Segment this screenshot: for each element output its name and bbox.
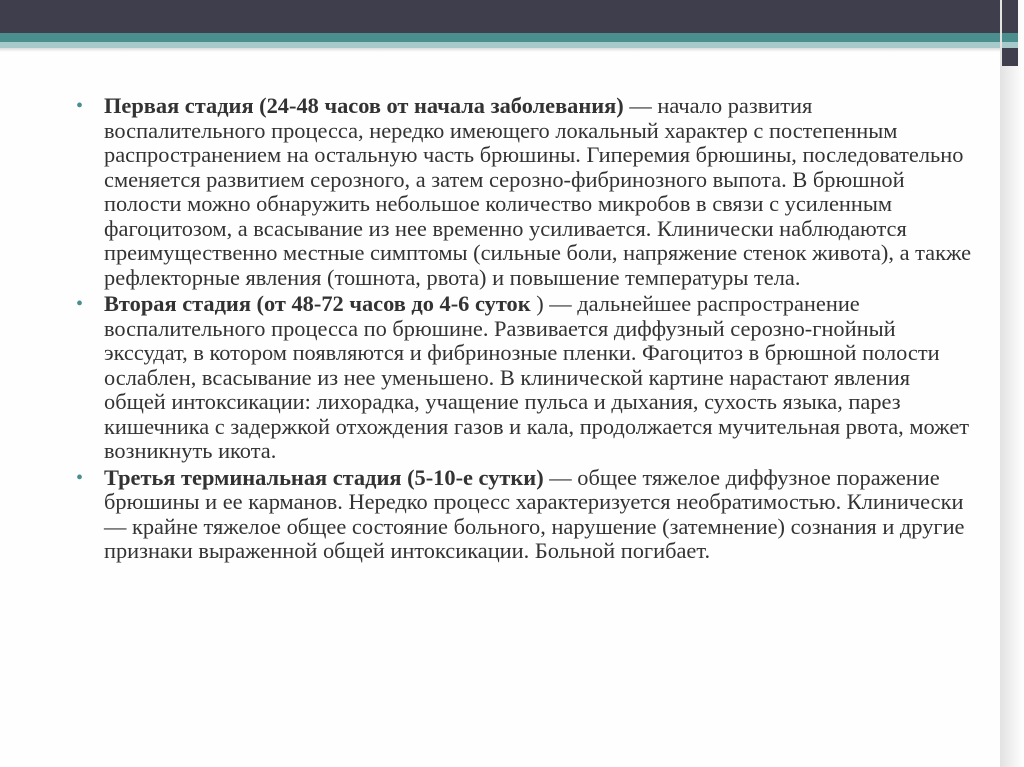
stage-3-text: — общее тяжелое диффузное поражение брюшины и ее карманов. Нередко процесс характеризуется необратимостью. Клинически — крайне тяжелое общее состояние больного, нарушение (затемнение) сознания и другие признаки выраженной общей интоксикации. Больной погибает. [104, 464, 965, 563]
bullet-item-stage-3 [76, 466, 976, 564]
bullet-item-stage-1 [76, 94, 976, 290]
slide-content [76, 94, 976, 566]
bullet-item-stage-2 [76, 292, 976, 464]
bullet-list [76, 94, 976, 564]
stage-2-heading: Вторая стадия (от 48-72 часов до 4-6 суток [104, 291, 531, 316]
stage-1-heading: Первая стадия (24-48 часов от начала заболевания) [104, 93, 624, 118]
header-band-dark [0, 0, 1000, 33]
corner-tab-light [1002, 42, 1018, 48]
bullet-icon: • [76, 95, 84, 117]
bullet-icon: • [76, 293, 84, 315]
bullet-icon: • [76, 466, 84, 489]
stage-2-text: ) — дальнейшее распространение воспалительного процесса по брюшине. Развивается диффузный серозно-гнойный экссудат, в котором появляются и фибринозные пленки. Фагоцитоз в брюшной полости ослаблен, всасывание из нее уменьшено. В клинической картине нарастают явления общей интоксикации: лихорадка, учащение пульса и дыхания, сухость языка, парез кишечника с задержкой отхождения газов и кала, продолжается мучительная рвота, может возникнуть икота. [104, 291, 970, 463]
page-edge-shadow [1000, 0, 1024, 767]
stage-1-text: — начало развития воспалительного процесса, нередко имеющего локальный характер с постепенным распространением на остальную часть брюшины. Гиперемия брюшины, последовательно сменяется развитием серозного, а затем серозно-фибринозного выпота. В брюшной полости можно обнаружить небольшое количество микробов в связи с усиленным фагоцитозом, а всасывание из нее временно усиливается. Клинически наблюдаются преимущественно местные симптомы (сильные боли, напряжение стенок живота), а также рефлекторные явления (тошнота, рвота) и повышение температуры тела. [104, 93, 972, 290]
header-band-teal [0, 33, 1000, 42]
header-shadow [0, 48, 1000, 52]
corner-tab-teal [1002, 33, 1018, 42]
stage-3-heading: Третья терминальная стадия (5-10-е сутки) [104, 464, 544, 490]
